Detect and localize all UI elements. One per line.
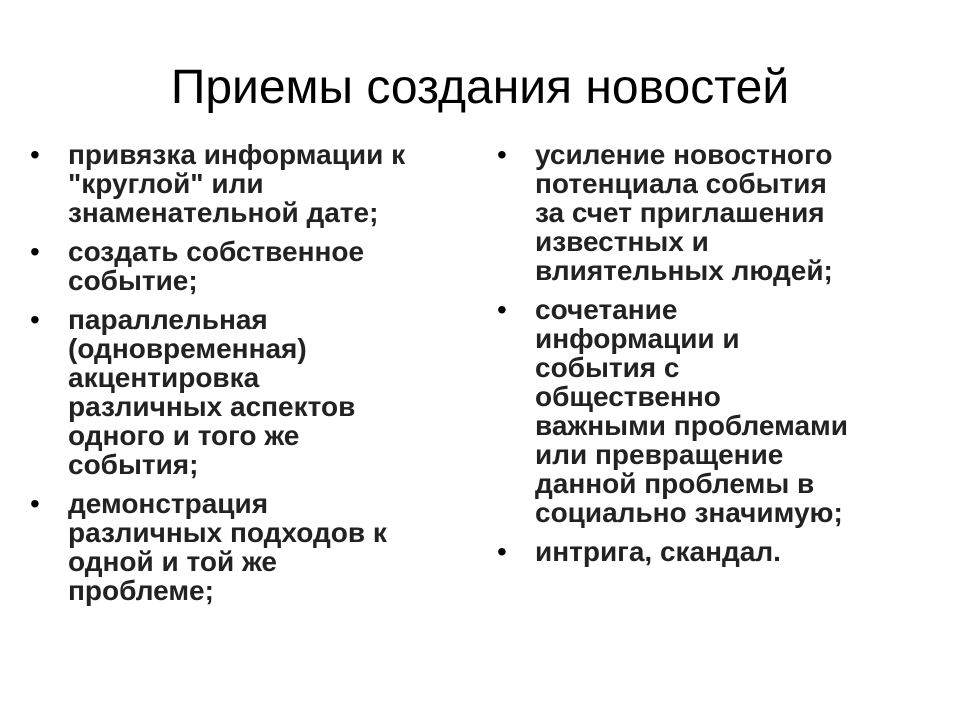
- bullet-item: [497, 295, 937, 527]
- bullet-text-line: сочетание: [535, 294, 678, 325]
- bullet-item: [497, 537, 937, 566]
- bullet-text-line: усиление новостного: [535, 139, 833, 170]
- bullet-text-line: потенциала события: [535, 168, 827, 199]
- bullet-text-line: акцентировка: [68, 362, 260, 393]
- bullet-text-line: важными проблемами: [535, 410, 848, 441]
- bullet-item: [30, 305, 470, 479]
- bullet-text-line: событие;: [68, 265, 198, 296]
- bullet-text-line: привязка информации к: [68, 139, 406, 170]
- bullet-text-line: социально значимую;: [535, 497, 843, 528]
- bullet-item: [30, 489, 470, 605]
- slide-title: Приемы создания новостей: [170, 61, 790, 114]
- bullet-text-line: проблеме;: [68, 575, 214, 606]
- bullet-text-line: данной проблемы в: [535, 468, 815, 499]
- bullet-text-line: различных аспектов: [68, 391, 356, 422]
- bullet-text-line: создать собственное: [68, 236, 365, 267]
- bullet-text-line: события с: [535, 352, 680, 383]
- bullet-text-line: параллельная: [68, 304, 268, 335]
- bullet-icon: •: [30, 488, 40, 519]
- bullet-item: [497, 140, 937, 285]
- bullet-icon: •: [30, 139, 40, 170]
- right-bullet-list: [497, 140, 937, 576]
- bullet-icon: •: [497, 294, 507, 325]
- bullet-text-line: общественно: [535, 381, 721, 412]
- bullet-item: [30, 140, 470, 227]
- left-bullet-list: [30, 140, 470, 615]
- bullet-text-line: "круглой" или: [68, 168, 264, 199]
- bullet-icon: •: [30, 304, 40, 335]
- bullet-text-line: одного и того же: [68, 420, 300, 451]
- bullet-icon: •: [497, 536, 507, 567]
- bullet-text-line: демонстрация: [68, 488, 269, 519]
- bullet-text-line: одной и той же: [68, 546, 278, 577]
- bullet-text-line: за счет приглашения: [535, 197, 825, 228]
- bullet-text-line: влиятельных людей;: [535, 255, 833, 286]
- bullet-text-line: известных и: [535, 226, 709, 257]
- bullet-text-line: (одновременная): [68, 333, 307, 364]
- bullet-icon: •: [30, 236, 40, 267]
- bullet-item: [30, 237, 470, 295]
- bullet-icon: •: [497, 139, 507, 170]
- bullet-text-line: информации и: [535, 323, 740, 354]
- bullet-text-line: интрига, скандал.: [535, 536, 781, 567]
- bullet-text-line: различных подходов к: [68, 517, 387, 548]
- bullet-text-line: знаменательной дате;: [68, 197, 379, 228]
- bullet-text-line: события;: [68, 449, 199, 480]
- bullet-text-line: или превращение: [535, 439, 784, 470]
